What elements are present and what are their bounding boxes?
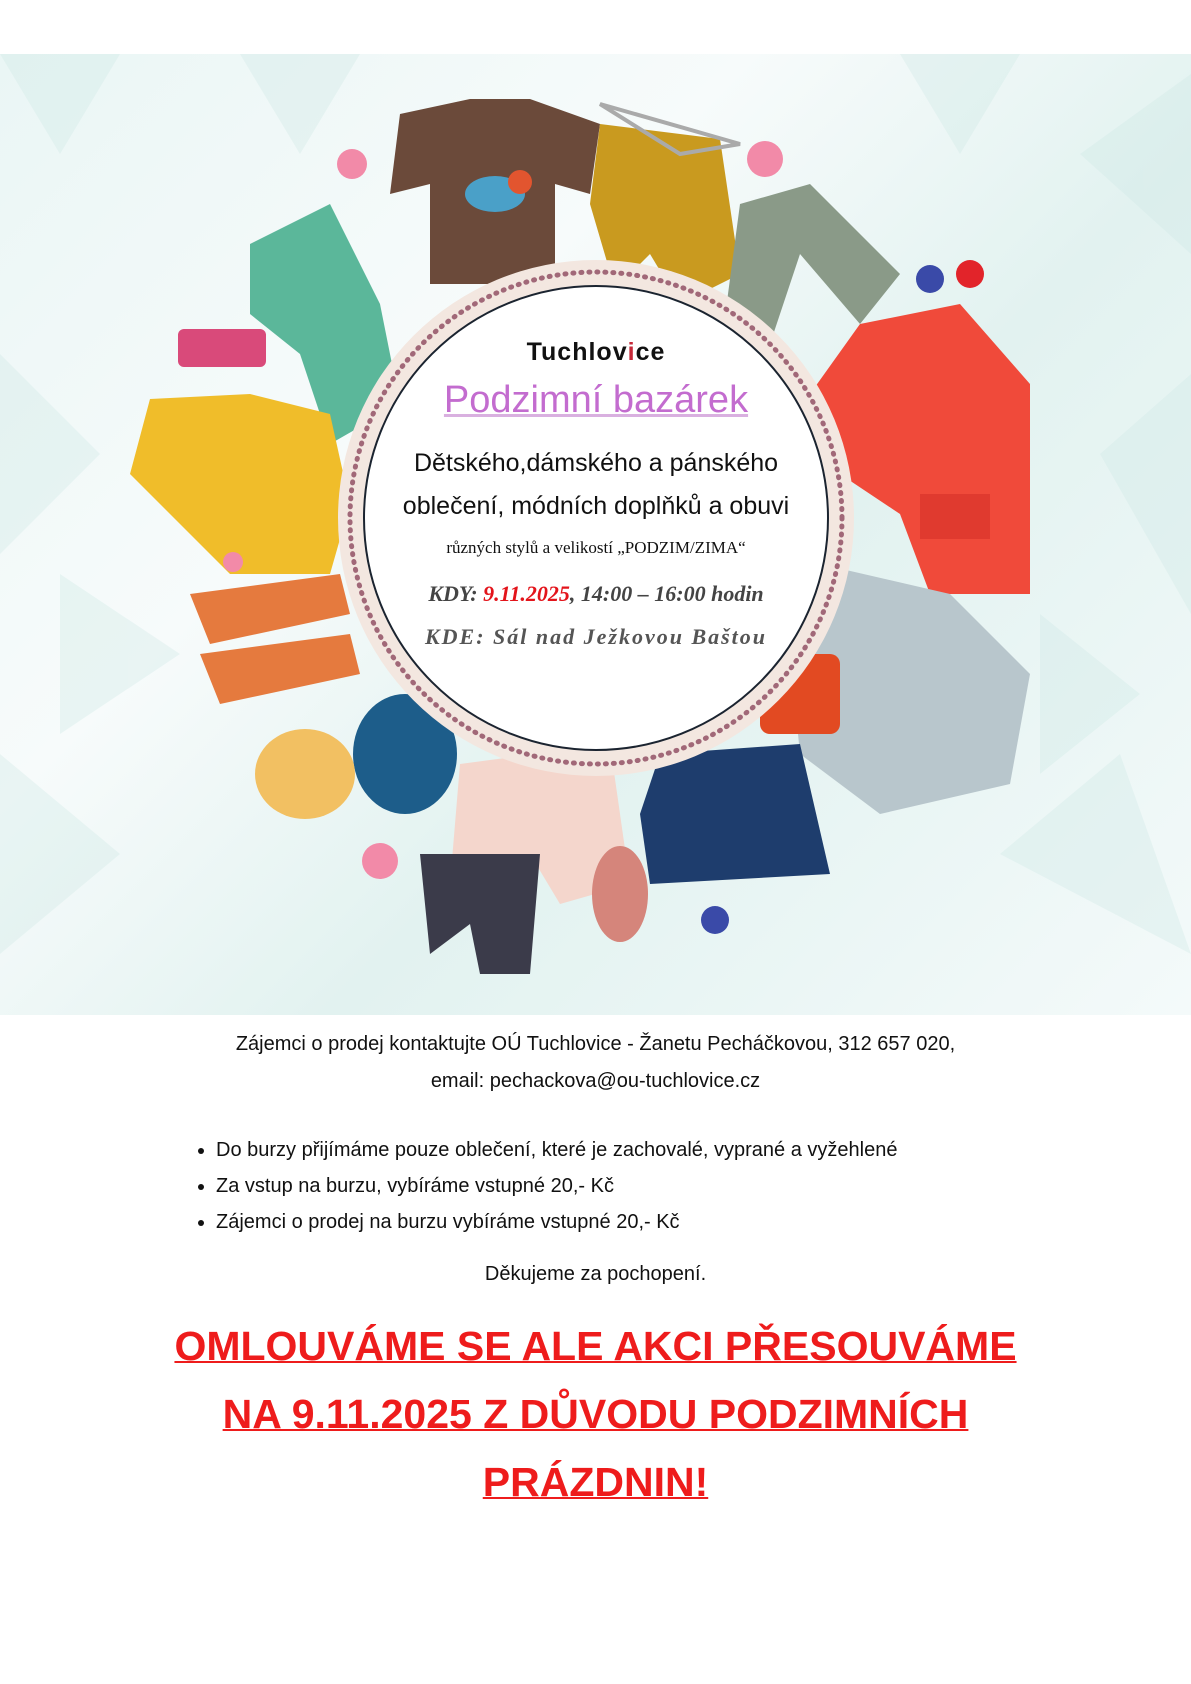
event-description-line1: Dětského,dámského a pánského	[413, 449, 779, 477]
contact-email: email: pechackova@ou-tuchlovice.cz	[430, 1070, 761, 1092]
thanks-text: Děkujeme za pochopení.	[484, 1263, 707, 1285]
notice-line: PRÁZDNIN!	[482, 1459, 709, 1505]
event-where: KDE: Sál nad Ježkovou Baštou	[424, 624, 768, 649]
tuchlovice-logo: Tuchlovice	[526, 338, 666, 366]
rules-list	[185, 1138, 897, 1246]
shoe-pink-icon	[592, 846, 648, 942]
contact-line: Zájemci o prodej kontaktujte OÚ Tuchlovice - Žanetu Pecháčkovou, 312 657 020,	[235, 1033, 956, 1055]
notice-line: NA 9.11.2025 Z DŮVODU PODZIMNÍCH	[222, 1391, 969, 1437]
rule-item: • Zájemci o prodej na burzu vybíráme vstupné 20,- Kč	[216, 1210, 897, 1234]
postponement-notice	[0, 1312, 1191, 1516]
event-description-line3: různých stylů a velikostí „PODZIM/ZIMA“	[446, 538, 746, 557]
rule-item: • Do burzy přijímáme pouze oblečení, které je zachovalé, vyprané a vyžehlené	[216, 1138, 897, 1162]
event-date: 9.11.2025	[483, 581, 570, 606]
event-description-line2: oblečení, módních doplňků a obuvi	[402, 492, 790, 520]
event-title: Podzimní bazárek	[443, 379, 749, 421]
event-when: KDY: 9.11.2025, 14:00 – 16:00 hodin	[428, 581, 764, 606]
headband-icon	[178, 329, 266, 367]
romper-yellow-icon	[130, 394, 350, 574]
tshirt-brown-icon	[390, 99, 600, 284]
notice-line: OMLOUVÁME SE ALE AKCI PŘESOUVÁME	[174, 1323, 1017, 1369]
socks-icon	[190, 574, 360, 704]
poster-illustration	[0, 54, 1191, 1015]
rule-item: • Za vstup na burzu, vybíráme vstupné 20,- Kč	[216, 1174, 897, 1198]
shorts-dark-icon	[420, 854, 540, 974]
clothing-wreath-illustration	[0, 54, 1191, 1015]
hat-icon	[255, 729, 355, 819]
